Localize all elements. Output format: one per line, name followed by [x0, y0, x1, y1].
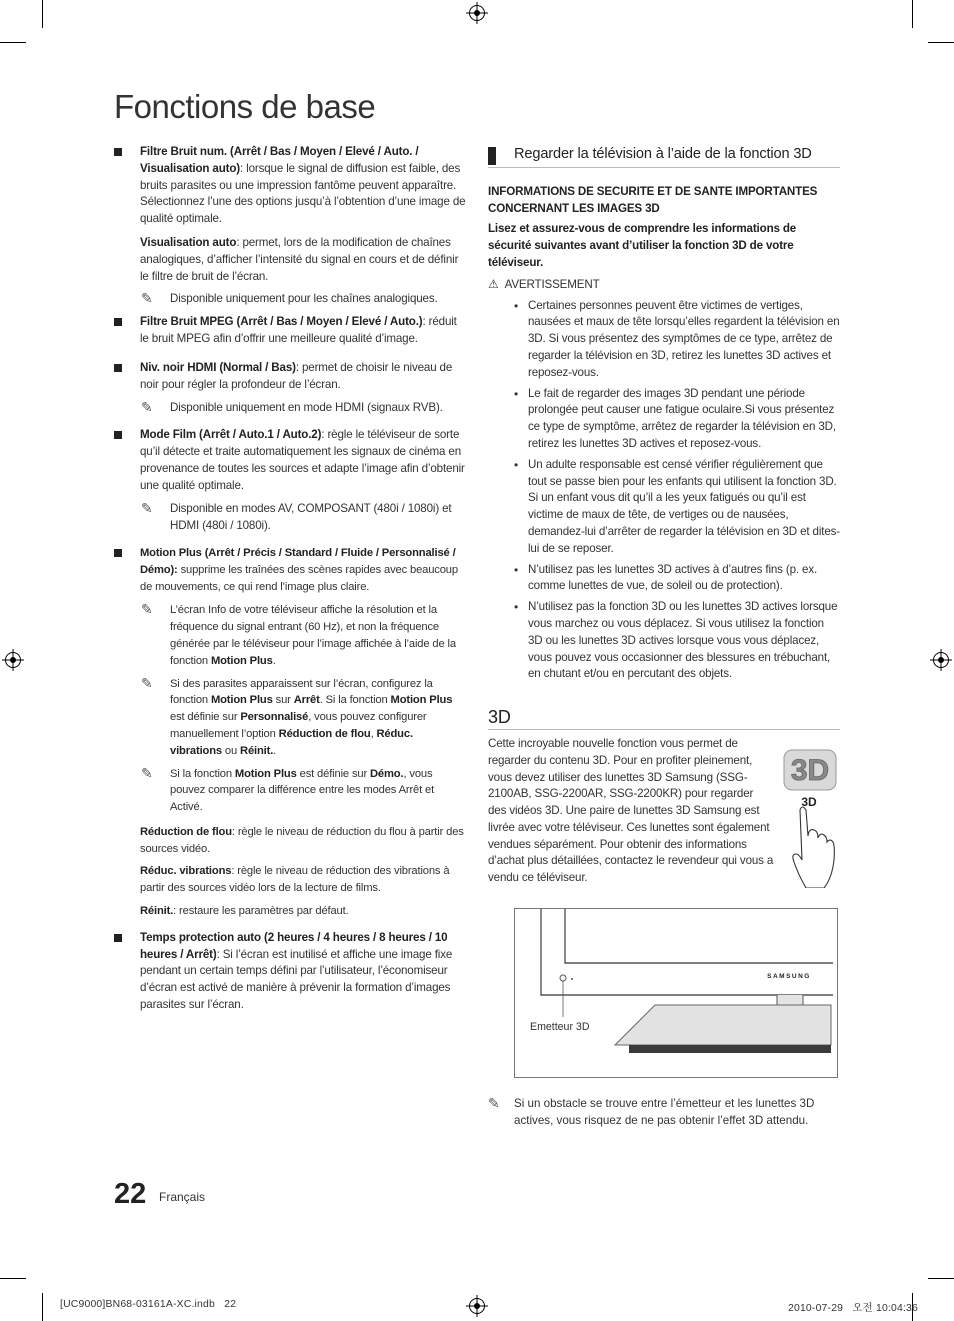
emitter-icon — [560, 975, 566, 981]
list-item: • N’utilisez pas la fonction 3D ou les lunettes 3D actives lorsque vous marchez ou vous déplacez. Si vous utilisez la fonction 3D ou les lunettes 3D actives lorsque vous vous déplacez, vous pouvez vous occasionner des blessures en trébuchant, en chutant et/ou en percutant des objets. — [514, 600, 838, 681]
square-bullet-icon — [114, 364, 122, 372]
square-bullet-icon — [114, 148, 122, 156]
square-bullet-icon — [114, 431, 122, 439]
warning-triangle-icon: ⚠ — [488, 276, 499, 291]
square-bullet-icon — [114, 934, 122, 942]
list-item: Mode Film (Arrêt / Auto.1 / Auto.2): règle le téléviseur de sorte qu’il détecte et traite automatiquement les signaux de cinéma en provenance de toutes les sources et adapte l’image afin d’obtenir une qualité optimale. — [114, 427, 466, 494]
crop-mark — [42, 0, 43, 28]
square-bullet-icon — [114, 318, 122, 326]
list-item: • Un adulte responsable est censé vérifier régulièrement que tout se passe bien pour les enfants qui utilisent la fonction 3D. Si un enfant vous dit qu’il a les yeux fatigués ou qu’il est victime de maux de tête, de vertiges ou de nausées, demandez-lui d’arrêter de regarder la télévision en 3D et dites-lui de se reposer. — [514, 457, 840, 555]
list-item: • Certaines personnes peuvent être victimes de vertiges, nausées et maux de tête lorsqu’elles regardent la télévision en 3D. Si vous présentez des symptômes de ce type, arrêtez de regarder la télévision en 3D, retirez les lunettes 3D actives et reposez-vous. — [514, 298, 840, 379]
heading-bar-icon — [488, 147, 496, 165]
left-column — [114, 144, 466, 1021]
3d-button-logo: 3D — [790, 754, 830, 787]
pencil-icon: ✎ — [141, 674, 153, 691]
registration-mark-icon — [469, 5, 485, 21]
safety-intro: Lisez et assurez-vous de comprendre les informations de sécurité suivantes avant d’utiliser la fonction 3D de votre téléviseur. — [488, 222, 797, 269]
pencil-icon: ✎ — [141, 601, 153, 618]
registration-mark-icon — [933, 652, 949, 668]
hand-icon — [793, 807, 834, 888]
sub-paragraph: Réduc. vibrations: règle le niveau de réduction des vibrations à partir des sources vidéo lors de la lecture de films. — [140, 865, 450, 895]
safety-heading: INFORMATIONS DE SECURITE ET DE SANTE IMPORTANTES CONCERNANT LES IMAGES 3D — [488, 184, 818, 215]
page-number: 22 — [114, 1178, 147, 1210]
pencil-icon: ✎ — [488, 1095, 500, 1111]
note: ✎ Disponible en modes AV, COMPOSANT (480i / 1080i) et HDMI (480i / 1080i). — [141, 500, 452, 533]
item-text: : lorsque le signal de diffusion est faible, des bruits parasites ou une impression fantôme peuvent apparaître. Sélectionnez l’une des options jusqu’à l’obtention d’une image de qualité optimale. — [140, 161, 466, 226]
note: ✎ Disponible uniquement pour les chaînes analogiques. — [141, 290, 438, 307]
registration-mark-icon — [5, 652, 21, 668]
list-item: Temps protection auto (2 heures / 4 heures / 8 heures / 10 heures / Arrêt): Si l’écran est inutilisé et affiche une image fixe pendant un certain temps défini par l’utilisateur, l’économiseur d’écran est activé de manière à prévenir la formation d’images parasites sur l’écran. — [114, 930, 466, 1014]
crop-mark — [928, 1278, 954, 1279]
crop-mark — [0, 1278, 26, 1279]
page-title: Fonctions de base — [114, 88, 376, 125]
registration-mark-icon — [469, 1298, 485, 1314]
brand-logo: SAMSUNG — [767, 973, 811, 980]
emitter-label: Emetteur 3D — [530, 1021, 590, 1033]
sub-paragraph: Réduction de flou: règle le niveau de réduction du flou à partir des sources vidéo. — [140, 825, 464, 855]
footer-date: 2010-07-29 오전 10:04:36 — [788, 1303, 919, 1314]
square-bullet-icon — [114, 549, 122, 557]
list-item: Motion Plus (Arrêt / Précis / Standard / Fluide / Personnalisé / Démo): supprime les traînées des scènes rapides avec beaucoup de mouvements, ce qui rend l’image plus claire. — [114, 545, 466, 595]
bullet-icon: • — [514, 386, 519, 401]
intro-paragraph: Cette incroyable nouvelle fonction vous permet de regarder du contenu 3D. Pour en profiter pleinement, vous devez utiliser des lunettes 3D Samsung (SSG-2100AB, SSG-2200AR, SSG-2200KR) pour regarder des vidéos 3D. Une paire de lunettes 3D Samsung est livrée avec votre téléviseur. Ces lunettes sont également vendues séparément. Pour obtenir des informations d’achat plus détaillées, contactez le revendeur qui vous a vendu ce téléviseur. — [488, 736, 774, 885]
crop-mark — [42, 1293, 43, 1321]
note: ✎ Si la fonction Motion Plus est définie sur Démo., vous pouvez comparer la différence entre les modes Arrêt et Activé. — [141, 764, 435, 814]
section-heading: Regarder la télévision à l’aide de la fonction 3D — [488, 144, 840, 168]
subsection-heading: 3D — [488, 707, 840, 730]
footer-file: [UC9000]BN68-03161A-XC.indb 22 — [60, 1299, 237, 1310]
bullet-icon: • — [514, 600, 519, 615]
bullet-icon: • — [514, 562, 519, 577]
pencil-icon: ✎ — [141, 399, 153, 416]
note: ✎ L’écran Info de votre téléviseur affiche la résolution et la fréquence du signal entrant (60 Hz), et non la fréquence générée par le téléviseur pour l’image affichée à l’aide de la fonction Motion Plus. — [141, 601, 456, 667]
3d-button-label: 3D — [801, 795, 817, 809]
note: ✎ Si des parasites apparaissent sur l’écran, configurez la fonction Motion Plus sur Arrêt. Si la fonction Motion Plus est définie sur Personnalisé, vous pouvez configurer manuellement l’option Réduction de flou, Réduc. vibrations ou Réinit.. — [141, 674, 453, 757]
warning-label: ⚠ AVERTISSEMENT — [488, 276, 600, 291]
crop-mark — [912, 0, 913, 28]
bullet-icon: • — [514, 457, 519, 472]
tv-drawing — [515, 909, 837, 1077]
note: ✎ Si un obstacle se trouve entre l’émetteur et les lunettes 3D actives, vous risquez de ne pas obtenir l’effet 3D attendu. — [488, 1095, 815, 1127]
item-title: Filtre Bruit num. (Arrêt / Bas / Moyen / Elevé / Auto. / Visualisation auto) — [140, 145, 419, 175]
list-item: • N’utilisez pas les lunettes 3D actives à d’autres fins (p. ex. comme lunettes de vue, de soleil ou de protection). — [514, 562, 818, 593]
pencil-icon: ✎ — [141, 500, 153, 517]
3d-button-hand-illustration — [782, 748, 842, 888]
list-item: • Le fait de regarder des images 3D pendant une période prolongée peut causer une fatigue oculaire.Si vous présentez ce type de symptôme, arrêtez de regarder la télévision en 3D, retirez les lunettes 3D actives et reposez-vous. — [514, 386, 836, 450]
pencil-icon: ✎ — [141, 764, 153, 781]
tv-emitter-illustration — [514, 908, 838, 1078]
note: ✎ Disponible uniquement en mode HDMI (signaux RVB). — [141, 399, 443, 416]
pencil-icon: ✎ — [141, 290, 153, 307]
page-language: Français — [159, 1190, 206, 1204]
sub-paragraph: Visualisation auto: permet, lors de la modification de chaînes analogiques, d’afficher l’intensité du signal en cours et de définir le filtre de bruit de l’écran. — [140, 235, 459, 283]
sub-paragraph: Réinit.: restaure les paramètres par défaut. — [140, 905, 349, 918]
list-item: Filtre Bruit MPEG (Arrêt / Bas / Moyen / Elevé / Auto.): réduit le bruit MPEG afin d’offrir une meilleure qualité d’image. — [114, 314, 466, 348]
bullet-icon: • — [514, 298, 519, 313]
list-item — [114, 144, 466, 228]
crop-mark — [0, 42, 26, 43]
crop-mark — [928, 42, 954, 43]
list-item: Niv. noir HDMI (Normal / Bas): permet de choisir le niveau de noir pour régler la profondeur de l’écran. — [114, 360, 466, 394]
